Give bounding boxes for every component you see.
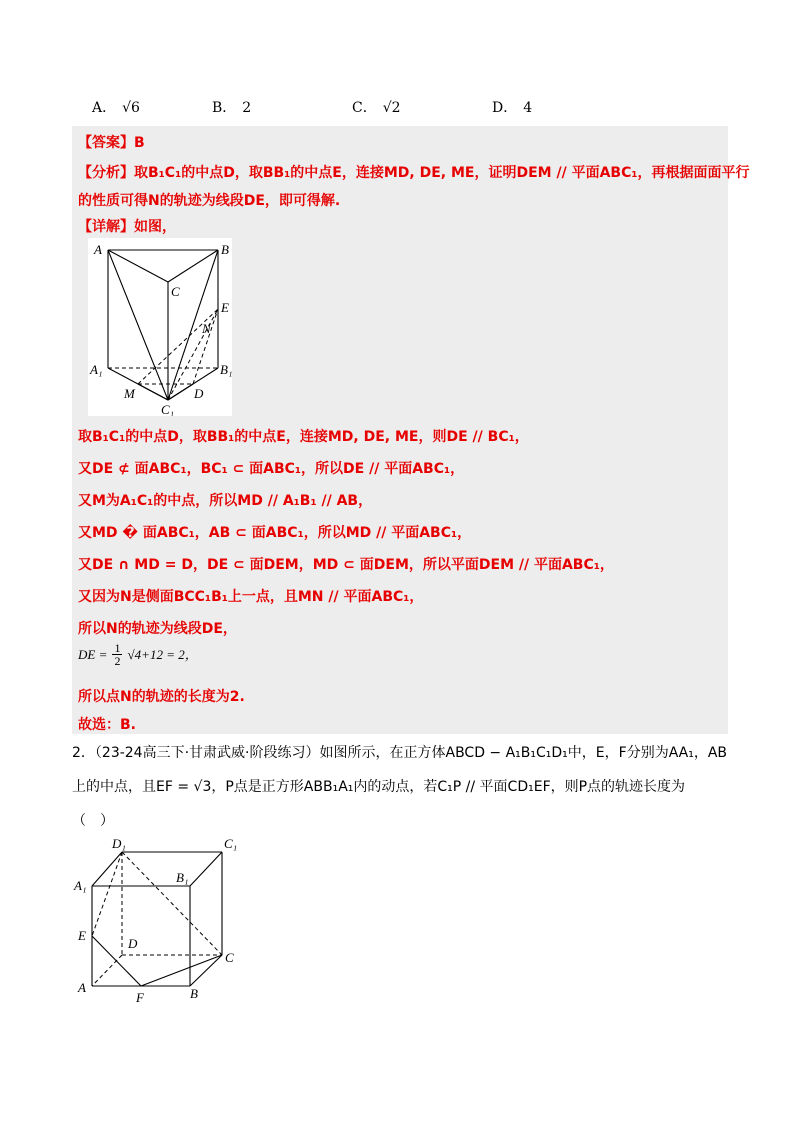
final-choice-line: 故选：B. xyxy=(78,717,136,733)
label-n: N xyxy=(202,321,211,336)
label-b1: B₁ xyxy=(176,870,189,885)
conclusion-line: 所以点N的轨迹的长度为2. xyxy=(78,689,245,705)
formula-radical: √4+12 = 2， xyxy=(127,647,198,662)
label-c: C xyxy=(225,950,234,965)
step-2: 又DE ⊄ 面ABC₁，BC₁ ⊂ 面ABC₁，所以DE // 平面ABC₁， xyxy=(78,461,465,477)
choice-label: D． xyxy=(492,100,518,116)
analysis-tag: 【分析】 xyxy=(78,165,134,181)
label-c1: C₁ xyxy=(224,836,238,851)
label-a: A xyxy=(78,980,86,995)
cube-diagram xyxy=(72,830,252,1010)
answer-choices xyxy=(92,97,712,123)
label-e: E xyxy=(78,928,86,943)
question-2-line-2: 上的中点，且EF = √3，P点是正方形ABB₁A₁内的动点，若C₁P // 平面CD₁EF，则P点的轨迹长度为 xyxy=(72,779,686,795)
formula-numerator: 1 xyxy=(114,641,121,655)
label-b: B xyxy=(190,986,198,1001)
choice-c xyxy=(352,97,401,117)
question-2-line-1: 2．（23-24高三下·甘肃武威·阶段练习）如图所示，在正方体ABCD − A₁B₁C₁D₁中，E，F分别为AA₁，AB xyxy=(72,745,728,761)
choice-value: 2 xyxy=(242,100,252,116)
analysis-line-2 xyxy=(78,190,340,210)
label-d: D xyxy=(128,936,138,951)
solution-box xyxy=(72,126,750,734)
formula-lhs: DE = xyxy=(78,647,108,662)
detail-tag: 【详解】 xyxy=(78,219,134,235)
label-d: D xyxy=(194,386,204,401)
label-a1: A₁ xyxy=(90,362,103,377)
answer-value: B xyxy=(134,135,145,151)
step-5: 又DE ∩ MD = D，DE ⊂ 面DEM，MD ⊂ 面DEM，所以平面DEM // 平面ABC₁， xyxy=(78,557,614,573)
choice-value: √2 xyxy=(382,100,401,116)
choice-value: 4 xyxy=(523,100,533,116)
prism-figure xyxy=(88,238,232,416)
choice-label: B． xyxy=(212,100,237,116)
prism-diagram xyxy=(88,238,232,416)
detail-line xyxy=(78,216,176,236)
label-b: B xyxy=(221,242,229,257)
label-c: C xyxy=(171,284,180,299)
choice-label: C． xyxy=(352,100,377,116)
answer-line xyxy=(78,132,145,152)
analysis-text-2: 的性质可得N的轨迹为线段DE，即可得解. xyxy=(78,193,341,209)
label-a: A xyxy=(94,242,102,257)
step-6: 又因为N是侧面BCC₁B₁上一点，且MN // 平面ABC₁， xyxy=(78,589,424,605)
choice-value: √6 xyxy=(122,100,140,116)
cube-figure xyxy=(72,830,252,1010)
label-c1: C₁ xyxy=(161,402,175,416)
choice-a xyxy=(92,97,140,117)
answer-tag: 【答案】 xyxy=(78,135,134,151)
step-3: 又M为A₁C₁的中点，所以MD // A₁B₁ // AB， xyxy=(78,493,373,509)
label-d1: D₁ xyxy=(112,836,126,851)
step-4: 又MD � 面ABC₁，AB ⊂ 面ABC₁，所以MD // 平面ABC₁， xyxy=(78,525,472,541)
formula-denominator: 2 xyxy=(114,654,121,668)
detail-intro: 如图， xyxy=(134,219,176,235)
choice-b xyxy=(212,97,251,117)
question-2-line-3: （ ） xyxy=(72,813,114,829)
formula-fraction xyxy=(112,642,122,667)
label-e: E xyxy=(221,300,229,315)
label-a1: A₁ xyxy=(74,878,87,893)
step-1: 取B₁C₁的中点D，取BB₁的中点E，连接MD, DE, ME，则DE // BC₁， xyxy=(78,429,529,445)
choice-label: A． xyxy=(92,100,117,116)
label-m: M xyxy=(124,386,135,401)
step-7: 所以N的轨迹为线段DE， xyxy=(78,621,237,637)
label-b1: B₁ xyxy=(220,362,232,377)
analysis-text-1: 取B₁C₁的中点D，取BB₁的中点E，连接MD, DE, ME，证明DEM // 平面ABC₁，再根据面面平行 xyxy=(134,165,750,181)
formula-line xyxy=(78,642,198,667)
label-f: F xyxy=(136,990,144,1005)
analysis-line-1 xyxy=(78,162,750,182)
choice-d xyxy=(492,97,532,117)
